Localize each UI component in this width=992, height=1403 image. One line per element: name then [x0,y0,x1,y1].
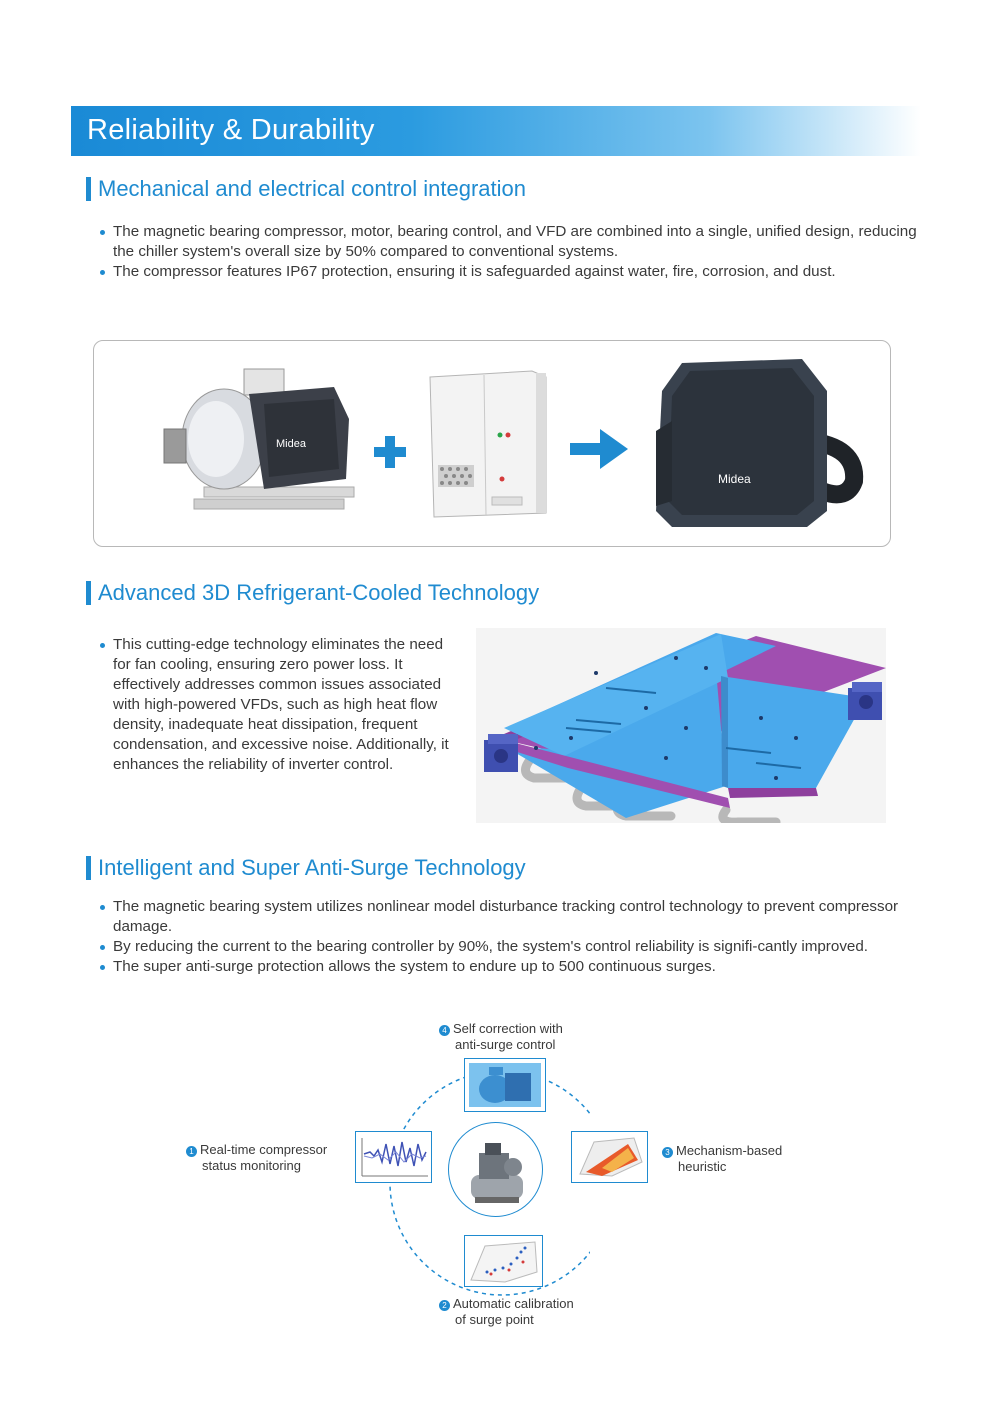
page-title: Reliability & Durability [87,114,375,146]
cooling-bullets [97,635,457,775]
node-monitoring [355,1131,432,1183]
list-item: The magnetic bearing compressor, motor, bearing control, and VFD are combined into a single, unified design, reducing the chiller system's overall size by 50% compared to conventional systems. [97,222,917,262]
label-step-1-line1: Real-time compressor [200,1142,328,1157]
integrated-unit-image [642,351,872,531]
list-item: The super anti-surge protection allows the system to endure up to 500 continuous surges. [97,957,917,977]
label-step-4 [439,1021,563,1053]
scatter-3d-icon [465,1236,542,1286]
surface-plot-icon [572,1132,647,1182]
step-number-badge: 4 [439,1025,450,1036]
node-mechanism [571,1131,648,1183]
compressor-blue-icon [465,1059,545,1111]
arrow-right-icon [570,429,628,469]
node-center-chiller [448,1122,543,1217]
label-step-1-line2: status monitoring [202,1158,301,1173]
list-item: This cutting-edge technology eliminates the need for fan cooling, ensuring zero power loss. It effectively addresses common issues associated with high-powered VFDs, such as high heat flow density, inadequate heat dissipation, frequent condensation, and excessive noise. Additionally, it enhances the reliability of inverter control. [97,635,457,775]
label-step-4-line2: anti-surge control [455,1037,556,1052]
label-step-3-line1: Mechanism-based [676,1143,783,1158]
step-number-badge: 2 [439,1300,450,1311]
label-step-3 [662,1143,782,1175]
label-step-2-line2: of surge point [455,1312,534,1327]
label-step-2-line1: Automatic calibration [453,1296,574,1311]
section-title-integration: Mechanical and electrical control integration [86,176,526,202]
vfd-cabinet-image [422,369,552,519]
step-number-badge: 1 [186,1146,197,1157]
plus-icon [374,436,406,468]
label-step-4-line1: Self correction with [453,1021,563,1036]
integration-bullets [97,222,917,282]
label-step-1 [186,1142,327,1174]
anti-surge-bullets [97,897,917,977]
waveform-chart-icon [356,1132,431,1182]
compressor-logo: Midea [276,438,306,450]
list-item: The compressor features IP67 protection, ensuring it is safeguarded against water, fire, corrosion, and dust. [97,262,917,282]
chiller-unit-icon [449,1123,542,1216]
page-banner [71,106,921,156]
section-title-cooling: Advanced 3D Refrigerant-Cooled Technology [86,580,539,606]
product-combination-box [93,340,891,547]
list-item: The magnetic bearing system utilizes nonlinear model disturbance tracking control technology to prevent compressor damage. [97,897,917,937]
step-number-badge: 3 [662,1147,673,1158]
node-calibration [464,1235,543,1287]
label-step-2 [439,1296,574,1328]
list-item: By reducing the current to the bearing controller by 90%, the system's control reliability is signifi-cantly improved. [97,937,917,957]
node-self-correction [464,1058,546,1112]
unit-logo: Midea [718,472,751,486]
label-step-3-line2: heuristic [678,1159,727,1174]
compressor-image [154,359,364,529]
cooling-plate-image [476,628,886,823]
section-title-anti-surge: Intelligent and Super Anti-Surge Technology [86,855,526,881]
